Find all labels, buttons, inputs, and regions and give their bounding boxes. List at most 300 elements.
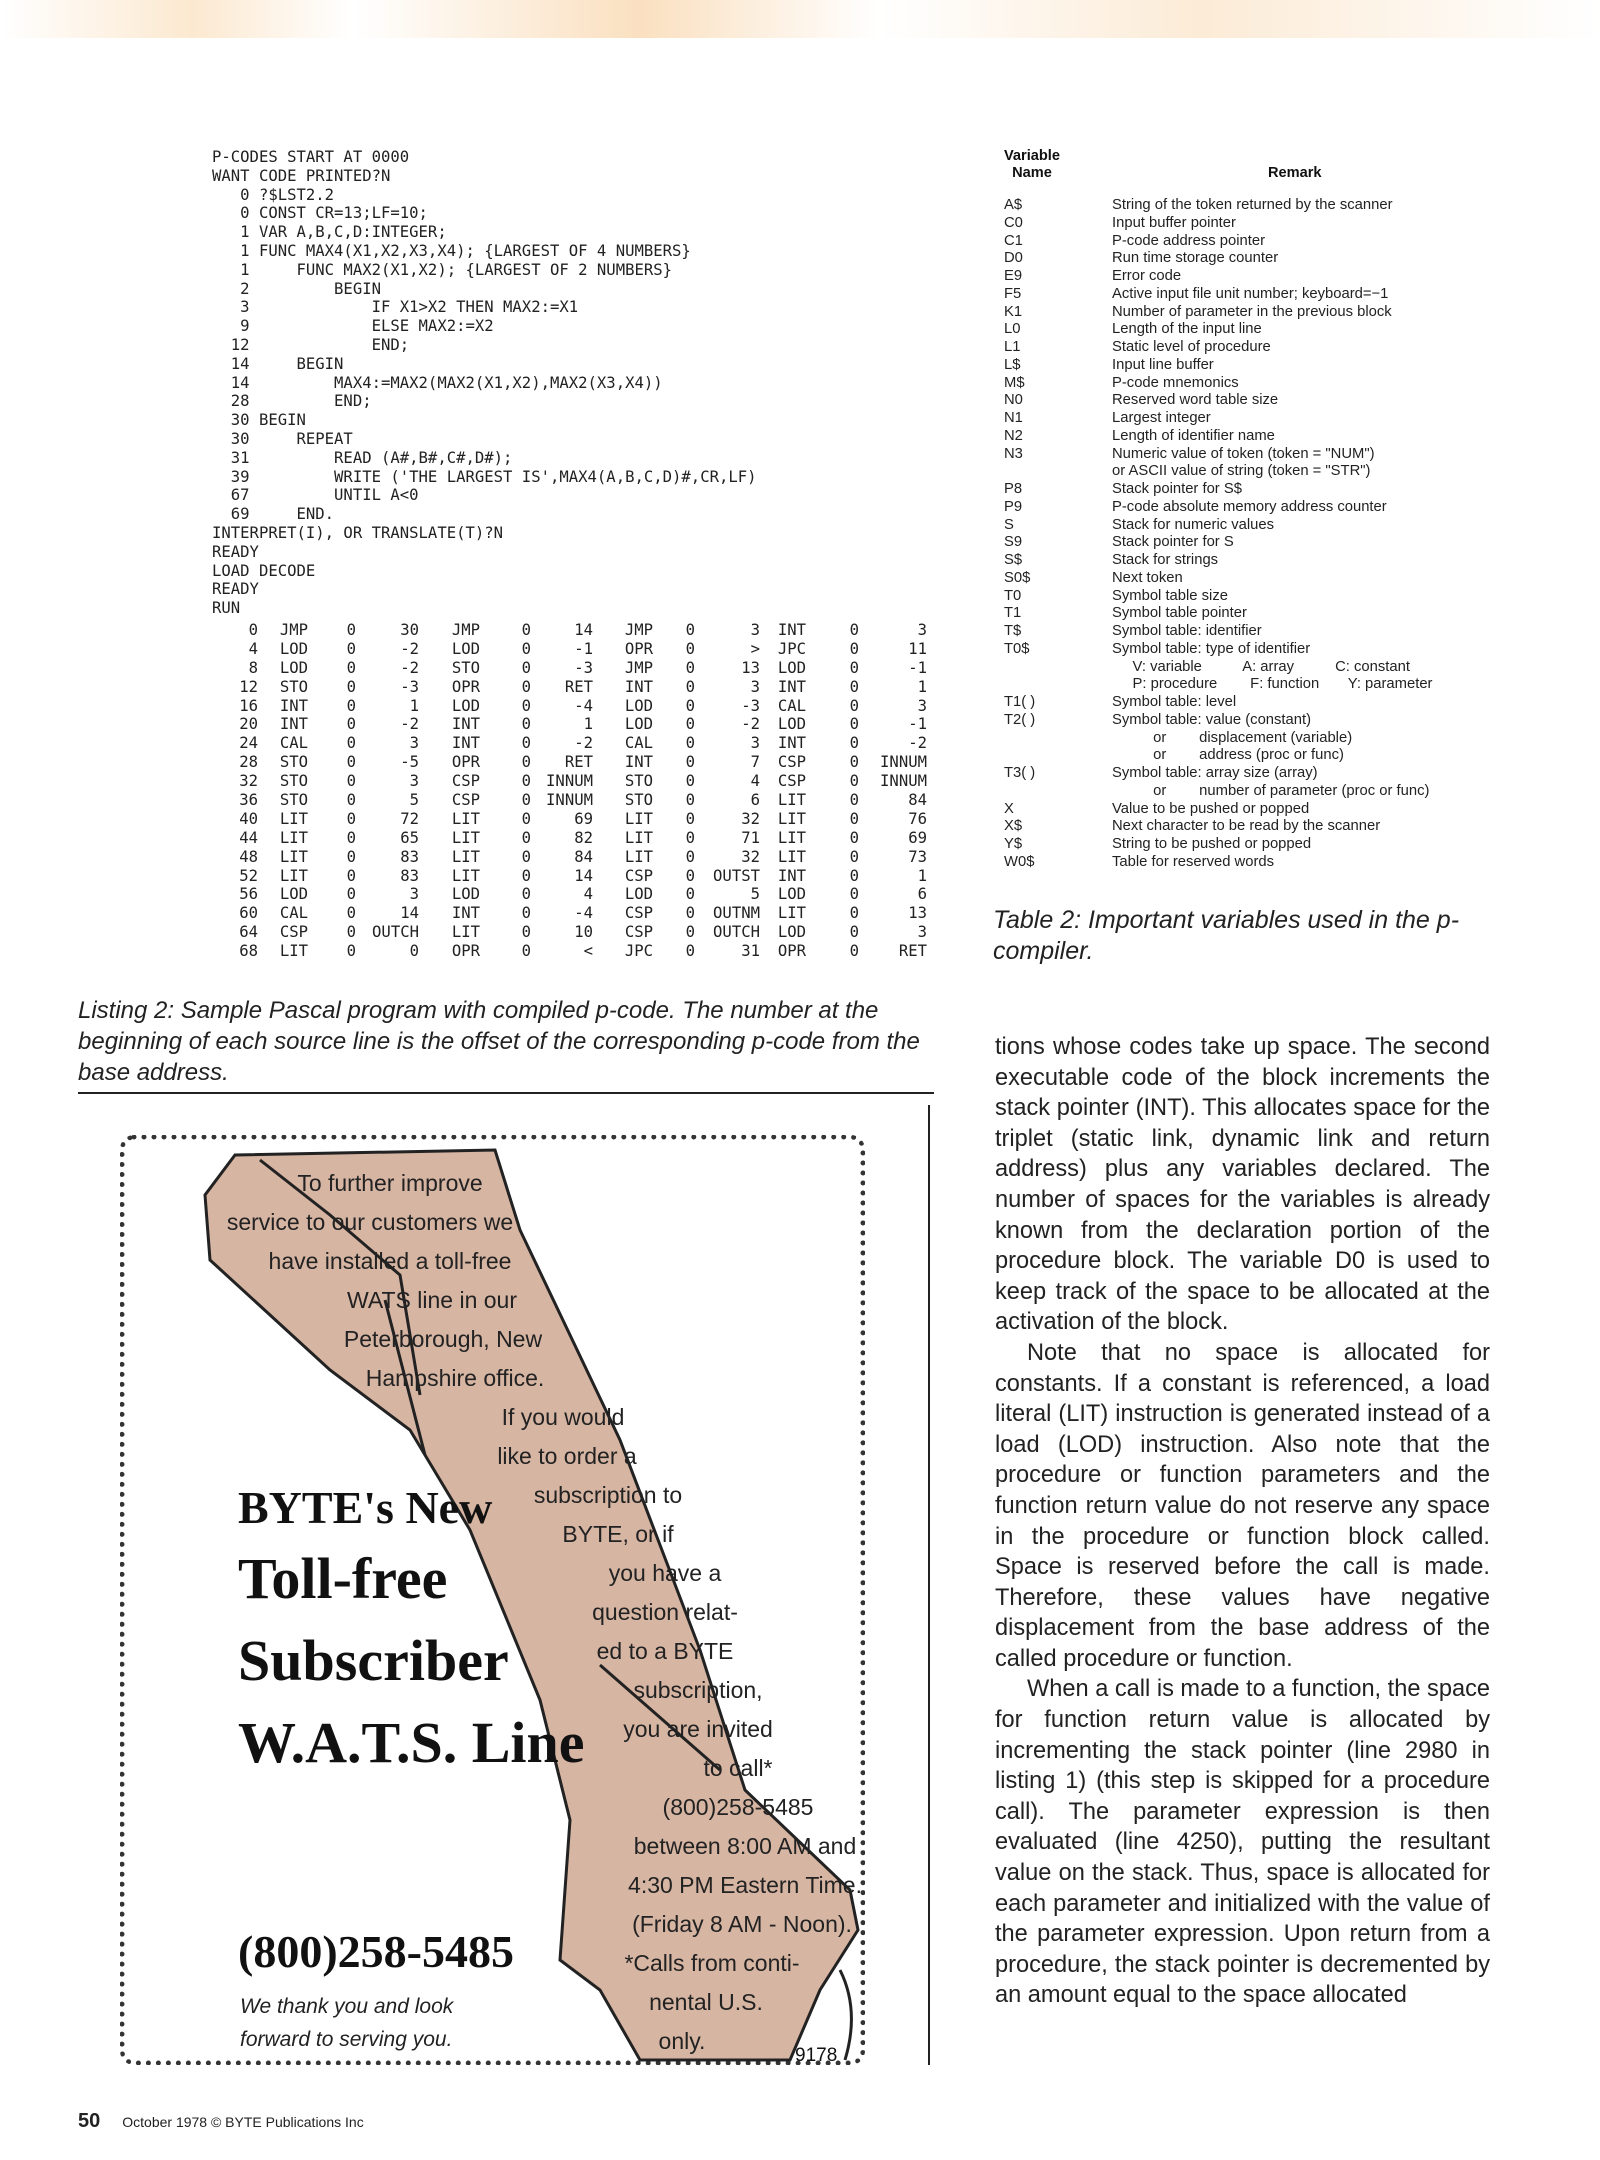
listing-line: 1 FUNC MAX4(X1,X2,X3,X4); {LARGEST OF 4 NUMBERS} (212, 241, 691, 260)
variable-remark: Stack for strings (1112, 552, 1219, 568)
pcode-cell: 84 (908, 791, 927, 810)
pcode-cell: 0 (685, 715, 695, 734)
pcode-cell: STO (279, 791, 308, 810)
variable-remark: Active input file unit number; keyboard=−1 (1112, 285, 1389, 302)
pcode-cell: 0 (346, 885, 356, 904)
ad-handset-line: Peterborough, New (343, 1326, 543, 1352)
variable-remark: P: procedure F: function Y: parameter (1112, 676, 1433, 693)
pcode-cell: LIT (451, 828, 480, 847)
pcode-cell: 0 (521, 753, 531, 772)
ad-thanks (240, 1990, 453, 2056)
pcode-cell: JMP (624, 658, 653, 677)
pcode-cell: -2 (400, 658, 419, 677)
pcode-cell: JMP (279, 621, 308, 639)
listing-line: READY (212, 580, 259, 599)
ad-code: 9178 (795, 2045, 838, 2066)
pcode-cell: RET (898, 942, 927, 961)
variable-name: X (1004, 800, 1014, 817)
variable-remark: Next token (1112, 569, 1183, 586)
listing-line: 67 UNTIL A<0 (212, 486, 419, 505)
variable-name: C1 (1004, 232, 1023, 249)
ad-handset-line: BYTE, or if (562, 1521, 674, 1547)
pcode-cell: 0 (685, 658, 695, 677)
variable-name: S (1004, 516, 1014, 533)
pcode-cell: CSP (777, 772, 806, 791)
pcode-cell: 3 (917, 621, 927, 639)
pcode-cell: OUTNM (713, 904, 760, 923)
pcode-cell: 0 (685, 847, 695, 866)
pcode-cell: -5 (400, 753, 419, 772)
pcode-cell: 0 (346, 828, 356, 847)
pcode-cell: 82 (574, 828, 593, 847)
pcode-cell: 0 (849, 847, 859, 866)
variable-name: N3 (1004, 445, 1023, 462)
pcode-cell: LIT (279, 809, 308, 828)
pcode-cell: LOD (279, 639, 308, 658)
pcode-cell: 10 (574, 923, 593, 942)
listing-caption: Listing 2: Sample Pascal program with compiled p-code. The number at the beginning of each source line is the offset of the corresponding p-code from the base address. (78, 997, 920, 1086)
pcode-cell: 13 (908, 904, 927, 923)
listing-line: INTERPRET(I), OR TRANSLATE(T)?N (212, 523, 504, 542)
variable-remark: P-code address pointer (1112, 232, 1265, 249)
pcode-cell: 0 (346, 904, 356, 923)
pcode-cell: 60 (239, 904, 258, 923)
pcode-cell: LIT (451, 809, 480, 828)
pcode-cell: CSP (451, 772, 480, 791)
variable-remark: Length of identifier name (1112, 427, 1275, 444)
pcode-cell: 32 (741, 847, 760, 866)
pcode-cell: 0 (849, 658, 859, 677)
variable-remark: Stack pointer for S$ (1112, 481, 1242, 497)
variable-remark: Reserved word table size (1112, 392, 1279, 409)
pcode-cell: -4 (574, 904, 593, 923)
ad-handset-line: To further improve (297, 1170, 483, 1196)
listing-line: 14 BEGIN (212, 354, 344, 373)
pcode-cell: -2 (400, 639, 419, 658)
variable-remark: Symbol table size (1112, 587, 1228, 604)
variable-remark: P-code absolute memory address counter (1112, 498, 1387, 515)
variable-name: L0 (1004, 321, 1021, 338)
pcode-cell: 4 (750, 772, 760, 791)
pcode-cell: 0 (849, 809, 859, 828)
pcode-cell: 13 (741, 658, 760, 677)
pcode-cell: 0 (849, 715, 859, 734)
pcode-cell: 31 (741, 942, 760, 961)
pcode-cell: 0 (849, 734, 859, 753)
pcode-cell: -2 (574, 734, 593, 753)
variable-name: A$ (1004, 197, 1023, 213)
variable-name: T$ (1004, 623, 1022, 639)
pcode-cell: 6 (917, 885, 927, 904)
pcode-cell: 11 (908, 639, 927, 658)
pcode-cell: 83 (400, 866, 419, 885)
pcode-cell: LOD (451, 885, 480, 904)
pcode-cell: 0 (849, 696, 859, 715)
pcode-cell: 0 (248, 621, 258, 639)
variable-remark: String of the token returned by the scanner (1112, 197, 1393, 213)
pcode-cell: CSP (624, 904, 653, 923)
variable-name-header: Variable Name (1004, 148, 1060, 181)
pcode-cell: 0 (346, 923, 356, 942)
variable-remark: Symbol table: identifier (1112, 623, 1262, 639)
pcode-cell: 0 (346, 847, 356, 866)
pcode-cell: 0 (685, 923, 695, 942)
ad-title-line-1: BYTE's New (238, 1482, 493, 1533)
pcode-cell: > (750, 639, 760, 658)
pcode-cell: 0 (346, 677, 356, 696)
variable-name: P8 (1004, 481, 1023, 497)
variable-remark: Numeric value of token (token = "NUM") (1112, 445, 1375, 462)
ad-handset-line: nental U.S. (649, 1989, 763, 2015)
listing-line: 9 ELSE MAX2:=X2 (212, 317, 494, 336)
pcode-cell: 1 (917, 677, 927, 696)
pcode-cell: 0 (685, 866, 695, 885)
pcode-cell: INT (777, 621, 806, 639)
variable-name: S$ (1004, 552, 1023, 568)
variable-name: M$ (1004, 374, 1025, 391)
pcode-cell: INNUM (546, 791, 593, 810)
paragraph-1: tions whose codes take up space. The second executable code of the block increments the stack pointer (INT). This allocates space for the triplet (static link, dynamic link and return address) plus any variables declared. The number of spaces for the variables is already known from the declaration portion of the procedure block. The variable D0 is used to keep track of the space to be allocated at the activation of the block. (995, 1034, 1490, 1336)
pcode-cell: 0 (849, 866, 859, 885)
pcode-cell: 0 (346, 696, 356, 715)
pcode-cell: 0 (521, 621, 531, 639)
ad-handset-line: have installed a toll-free (268, 1248, 512, 1274)
pcode-cell: LOD (777, 715, 806, 734)
variable-remark: String to be pushed or popped (1112, 836, 1312, 852)
variable-remark: Run time storage counter (1112, 250, 1279, 267)
pcode-cell: OPR (451, 942, 480, 961)
pcode-cell: 0 (521, 942, 531, 961)
variable-name: D0 (1004, 250, 1023, 267)
variable-name: Y$ (1004, 836, 1023, 852)
ad-handset-line: If you would (501, 1404, 625, 1430)
variable-remark: V: variable A: array C: constant (1112, 658, 1410, 675)
pcode-cell: 0 (849, 639, 859, 658)
pcode-cell: 0 (521, 677, 531, 696)
pcode-cell: 36 (239, 791, 258, 810)
ad-title-line-4: W.A.T.S. Line (238, 1710, 585, 1775)
pcode-cell: LOD (451, 639, 480, 658)
pcode-cell: 0 (849, 923, 859, 942)
pcode-cell: 1 (583, 715, 593, 734)
pcode-cell: -4 (574, 696, 593, 715)
pcode-cell: -2 (908, 734, 927, 753)
pcode-cell: 0 (849, 885, 859, 904)
variable-remark: Largest integer (1112, 410, 1211, 426)
pcode-cell: 5 (409, 791, 419, 810)
pcode-cell: LOD (279, 658, 308, 677)
variable-name: X$ (1004, 818, 1023, 835)
pcode-cell: -2 (741, 715, 760, 734)
pcode-cell: OPR (624, 639, 653, 658)
ad-phone-number: (800)258-5485 (238, 1926, 514, 1977)
pcode-cell: INNUM (880, 772, 927, 791)
pcode-cell: 0 (685, 696, 695, 715)
pcode-cell: CAL (777, 696, 806, 715)
pcode-cell: 6 (750, 791, 760, 810)
ad-handset-line: you are invited (623, 1716, 773, 1742)
pcode-cell: INT (624, 677, 653, 696)
listing-line: 0 ?$LST2.2 (212, 185, 335, 204)
pcode-cell: 52 (239, 866, 258, 885)
pcode-cell: JMP (624, 621, 653, 639)
variable-remark: Stack pointer for S (1112, 534, 1234, 551)
variable-remark: or displacement (variable) (1112, 729, 1353, 746)
pcode-cell: -1 (574, 639, 593, 658)
pcode-cell: OUTST (713, 866, 760, 885)
variable-name: T1 (1004, 605, 1022, 622)
ad-handset-line: service to our customers we (226, 1209, 514, 1235)
pcode-cell: 14 (574, 866, 593, 885)
listing-line: 12 END; (212, 335, 410, 354)
pcode-cell: 0 (346, 658, 356, 677)
pcode-cell: LIT (624, 847, 653, 866)
pcode-cell: 0 (346, 753, 356, 772)
pcode-cell: OPR (451, 753, 480, 772)
pcode-cell: 0 (346, 791, 356, 810)
pcode-cell: 0 (521, 828, 531, 847)
pcode-cell: 0 (685, 753, 695, 772)
pcode-cell: 0 (346, 734, 356, 753)
listing-line: 1 FUNC MAX2(X1,X2); {LARGEST OF 2 NUMBERS} (212, 260, 673, 279)
pcode-cell: 3 (409, 772, 419, 791)
pcode-cell: CSP (279, 923, 308, 942)
pcode-cell: 30 (400, 621, 419, 639)
pcode-cell: LIT (624, 828, 653, 847)
pcode-cell: LOD (279, 885, 308, 904)
variable-name: N1 (1004, 410, 1023, 426)
variable-remark: Length of the input line (1112, 321, 1262, 338)
pcode-cell: 56 (239, 885, 258, 904)
ad-handset-line: (Friday 8 AM - Noon). (632, 1911, 852, 1937)
pcode-cell: 3 (750, 734, 760, 753)
pcode-cell: -1 (908, 658, 927, 677)
pcode-cell: 84 (574, 847, 593, 866)
pcode-cell: 0 (346, 809, 356, 828)
variable-name: P9 (1004, 498, 1023, 515)
variable-name: T0$ (1004, 640, 1030, 657)
ad-title-line-3: Subscriber (238, 1628, 509, 1693)
pcode-cell: STO (624, 772, 653, 791)
listing-line: 14 MAX4:=MAX2(MAX2(X1,X2),MAX2(X3,X4)) (212, 373, 663, 392)
pcode-cell: OPR (451, 677, 480, 696)
pcode-cell: INT (451, 904, 480, 923)
pcode-cell: INNUM (880, 753, 927, 772)
pcode-cell: < (583, 942, 593, 961)
pcode-cell: 12 (239, 677, 258, 696)
pcode-cell: 3 (750, 621, 760, 639)
ad-handset-line: subscription, (633, 1677, 763, 1703)
pcode-cell: LOD (624, 696, 653, 715)
pcode-cell: LIT (279, 847, 308, 866)
pcode-cell: JPC (777, 639, 806, 658)
listing-line: RUN (212, 599, 241, 618)
pcode-cell: LIT (777, 791, 806, 810)
variable-name: S9 (1004, 534, 1023, 551)
paragraph-2: Note that no space is allocated for constants. If a constant is referenced, a load literal (LIT) instruction is generated instead of a load (LOD) instruction. Also note that the procedure or function parameters and the function return value do not reserve any space in the procedure or function block called. Space is reserved before the call is made. Therefore, these values have negative displacement from the base address of the called procedure or function. (995, 1339, 1490, 1672)
listing-line: 3 IF X1>X2 THEN MAX2:=X1 (212, 298, 579, 317)
listing-line: P-CODES START AT 0000 (212, 148, 410, 166)
pcode-cell: CAL (279, 904, 308, 923)
variable-name: T1( ) (1004, 694, 1036, 710)
table-caption: Table 2: Important variables used in the p-compiler. (993, 906, 1460, 965)
pcode-cell: 69 (908, 828, 927, 847)
ad-handset-line: like to order a (497, 1443, 637, 1469)
pcode-cell: RET (564, 677, 593, 696)
pcode-cell: LOD (624, 885, 653, 904)
pcode-cell: LIT (279, 866, 308, 885)
pcode-cell: 72 (400, 809, 419, 828)
pcode-cell: 0 (521, 715, 531, 734)
pcode-cell: 0 (346, 715, 356, 734)
pcode-cell: 0 (346, 639, 356, 658)
remark-header: Remark (1268, 165, 1322, 181)
variable-name: N0 (1004, 392, 1023, 409)
pcode-cell: 0 (521, 847, 531, 866)
pcode-cell: 32 (239, 772, 258, 791)
pcode-cell: 71 (741, 828, 760, 847)
variable-remark: Table for reserved words (1112, 853, 1275, 870)
pcode-cell: 0 (521, 904, 531, 923)
pcode-cell: 5 (750, 885, 760, 904)
variable-remark: Symbol table: value (constant) (1112, 711, 1312, 728)
ad-handset-line: WATS line in our (347, 1287, 517, 1313)
pcode-cell: LIT (777, 847, 806, 866)
pcode-cell: STO (279, 753, 308, 772)
pcode-cell: INT (279, 715, 308, 734)
paragraph-3: When a call is made to a function, the space for function return value is allocated by incrementing the stack pointer (line 2980 in listing 1) (this step is skipped for a procedure call). The parameter expression is then evaluated (line 4250), putting the resultant value on the stack. Thus, space is allocated for each parameter and initialized with the value of the parameter expression. Upon return from a procedure, the stack pointer is decremented by an amount equal to the space allocated (995, 1676, 1490, 2009)
variable-name: T0 (1004, 587, 1022, 604)
pcode-cell: LOD (624, 715, 653, 734)
pcode-cell: STO (279, 677, 308, 696)
pcode-cell: 0 (346, 772, 356, 791)
pcode-cell: -1 (908, 715, 927, 734)
ad-title (238, 1478, 585, 1784)
pcode-cell: JPC (624, 942, 653, 961)
variable-name: C0 (1004, 214, 1023, 231)
pcode-cell: LIT (624, 809, 653, 828)
listing-line: 2 BEGIN (212, 279, 381, 298)
pcode-cell: 40 (239, 809, 258, 828)
pcode-cell: 0 (849, 772, 859, 791)
variable-remark: or ASCII value of string (token = "STR") (1112, 463, 1371, 480)
pcode-cell: 3 (750, 677, 760, 696)
pcode-cell: 14 (400, 904, 419, 923)
listing-line: 1 VAR A,B,C,D:INTEGER; (212, 223, 447, 242)
pcode-cell: 0 (521, 734, 531, 753)
listing-line: 28 END; (212, 392, 372, 411)
ad-handset-line: you have a (608, 1560, 722, 1586)
pcode-cell: 0 (409, 942, 419, 961)
pcode-cell: 0 (346, 621, 356, 639)
pcode-cell: 0 (685, 828, 695, 847)
page-footer (78, 2110, 364, 2133)
pcode-cell: 68 (239, 942, 258, 961)
listing-line: 30 REPEAT (212, 429, 353, 448)
ad-thanks-line-1: We thank you and look (240, 1995, 454, 2018)
pcode-cell: 28 (239, 753, 258, 772)
pcode-cell: INT (777, 866, 806, 885)
pcode-cell: 0 (521, 658, 531, 677)
pcode-cell: 0 (685, 772, 695, 791)
pcode-cell: 0 (521, 772, 531, 791)
pcode-cell: LIT (777, 904, 806, 923)
variable-name: S0$ (1004, 569, 1031, 586)
pcode-cell: 3 (409, 734, 419, 753)
pcode-cell: 14 (574, 621, 593, 639)
pcode-cell: LIT (451, 866, 480, 885)
pcode-cell: STO (624, 791, 653, 810)
pcode-cell: INNUM (546, 772, 593, 791)
pcode-cell: 0 (521, 809, 531, 828)
pcode-cell: CSP (777, 753, 806, 772)
pcode-cell: OPR (777, 942, 806, 961)
variable-remark: Stack for numeric values (1112, 516, 1275, 533)
ad-handset-line: only. (658, 2028, 706, 2054)
variable-name: T3( ) (1004, 765, 1036, 781)
variable-remark: Symbol table: array size (array) (1112, 765, 1318, 781)
pcode-cell: CSP (624, 923, 653, 942)
variable-remark: or address (proc or func) (1112, 747, 1344, 764)
pcode-cell: INT (451, 715, 480, 734)
variable-remark: Symbol table: level (1112, 694, 1237, 710)
pcode-cell: 0 (685, 904, 695, 923)
pcode-cell: CSP (451, 791, 480, 810)
pcode-cell: 0 (849, 677, 859, 696)
pcode-cell: CSP (624, 866, 653, 885)
pcode-cell: -2 (400, 715, 419, 734)
page-number: 50 (78, 2110, 101, 2132)
pcode-cell: LIT (279, 942, 308, 961)
pcode-cell: 44 (239, 828, 258, 847)
pcode-cell: -3 (741, 696, 760, 715)
ad-handset-line: ed to a BYTE (596, 1638, 734, 1664)
listing-line: WANT CODE PRINTED?N (212, 166, 391, 185)
variable-remark: Input line buffer (1112, 356, 1214, 373)
pcode-cell: 0 (521, 639, 531, 658)
pcode-cell: 0 (685, 885, 695, 904)
variable-remark: Value to be pushed or popped (1112, 800, 1310, 817)
pcode-cell: 4 (248, 639, 258, 658)
pcode-cell: 0 (685, 621, 695, 639)
listing-line: READY (212, 542, 259, 561)
pcode-cell: 3 (917, 923, 927, 942)
ad-handset-line: subscription to (533, 1482, 683, 1508)
ad-title-line-2: Toll-free (238, 1546, 448, 1611)
pcode-cell: 0 (849, 828, 859, 847)
variable-remark: Number of parameter in the previous block (1112, 303, 1392, 320)
pcode-cell: 73 (908, 847, 927, 866)
listing-line: 0 CONST CR=13;LF=10; (212, 204, 428, 223)
pcode-cell: CAL (624, 734, 653, 753)
pcode-cell: 0 (346, 942, 356, 961)
variable-name: F5 (1004, 285, 1022, 302)
variable-remark: or number of parameter (proc or func) (1112, 782, 1430, 799)
pcode-cell: LOD (777, 885, 806, 904)
pcode-cell: 1 (409, 696, 419, 715)
variable-remark: P-code mnemonics (1112, 374, 1239, 391)
ad-handset-line: between 8:00 AM and (633, 1833, 857, 1859)
pcode-cell: 83 (400, 847, 419, 866)
pcode-cell: 48 (239, 847, 258, 866)
pcode-cell: 0 (849, 621, 859, 639)
variable-remark: Symbol table: type of identifier (1112, 640, 1311, 657)
pcode-cell: STO (279, 772, 308, 791)
pcode-cell: 76 (908, 809, 927, 828)
variable-remark: Static level of procedure (1112, 339, 1271, 355)
pcode-cell: 0 (849, 791, 859, 810)
pcode-cell: LIT (777, 828, 806, 847)
